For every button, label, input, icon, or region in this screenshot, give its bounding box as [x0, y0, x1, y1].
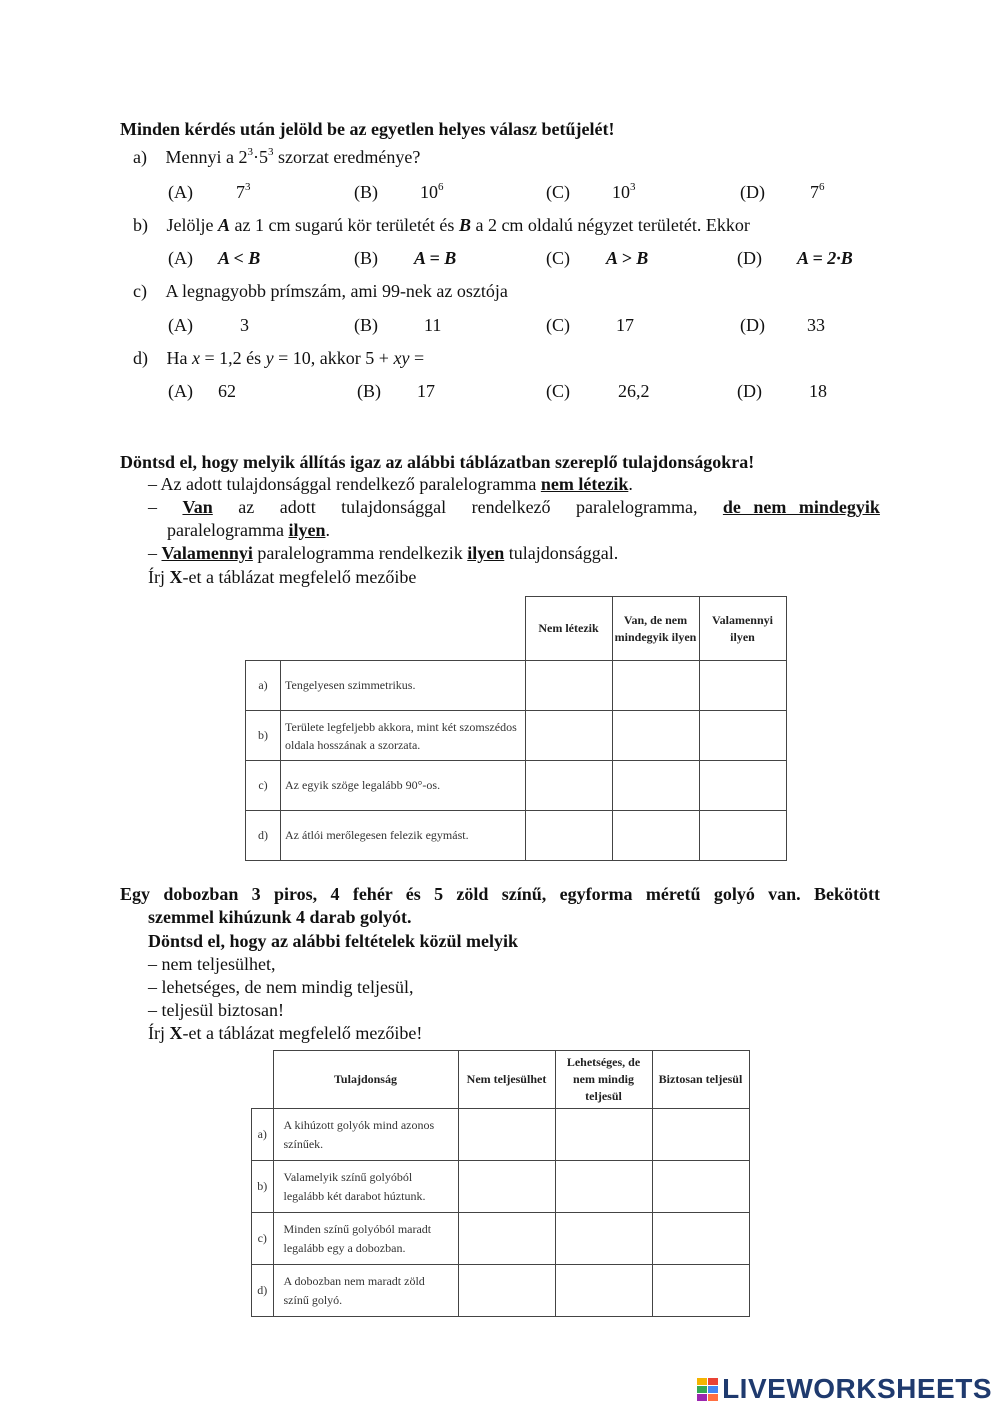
answer-cell[interactable]	[555, 1109, 652, 1161]
liveworksheets-logo-icon	[697, 1378, 718, 1401]
table-row: a) Tengelyesen szimmetrikus.	[246, 661, 787, 711]
question-d: d) Ha x = 1,2 és y = 10, akkor 5 + xy =	[133, 348, 425, 368]
question-a-text: Mennyi a $2^3\cdot 5^3$ szorzat eredménye?	[165, 146, 421, 167]
section3-line-2: – lehetséges, de nem mindig teljesül,	[148, 977, 414, 997]
answer-cell[interactable]	[458, 1161, 555, 1213]
answer-cell[interactable]	[525, 661, 612, 711]
table-row: b) Területe legfeljebb akkora, mint két szomszédos oldala hosszának a szorzata.	[246, 711, 787, 761]
header-valamennyi: Valamennyi ilyen	[699, 597, 786, 661]
option-c-C[interactable]: (C) 17	[546, 315, 634, 335]
answer-cell[interactable]	[652, 1109, 749, 1161]
option-b-D[interactable]: (D) A = 2·B	[737, 248, 853, 268]
question-b-text: Jelölje A az 1 cm sugarú kör területét és B a 2 cm oldalú négyzet területét. Ekkor	[166, 215, 750, 235]
section2-line-4: – Valamennyi paralelogramma rendelkezik ilyen tulajdonsággal.	[148, 543, 619, 563]
question-letter: a)	[133, 147, 147, 167]
option-c-B[interactable]: (B) 11	[354, 315, 442, 335]
option-b-B[interactable]: (B) A = B	[354, 248, 457, 268]
answer-cell[interactable]	[525, 761, 612, 811]
table-row: c) Az egyik szöge legalább 90°-os.	[246, 761, 787, 811]
option-c-D[interactable]: (D) 33	[740, 315, 825, 335]
answer-cell[interactable]	[612, 761, 699, 811]
answer-cell[interactable]	[652, 1265, 749, 1317]
header-nem-letezik: Nem létezik	[525, 597, 612, 661]
answer-cell[interactable]	[555, 1265, 652, 1317]
header-biztosan: Biztosan teljesül	[652, 1051, 749, 1109]
answer-cell[interactable]	[458, 1265, 555, 1317]
table-row: a) A kihúzott golyók mind azonos színűek.	[252, 1109, 750, 1161]
question-a	[133, 147, 420, 168]
option-d-D[interactable]: (D) 18	[737, 381, 827, 401]
section3-heading-1: Egy dobozban 3 piros, 4 fehér és 5 zöld színű, egyforma méretű golyó van. Bekötött	[120, 884, 880, 904]
answer-cell[interactable]	[699, 661, 786, 711]
section3-heading-3: Döntsd el, hogy az alábbi feltételek közül melyik	[148, 931, 518, 951]
parallelogram-table	[245, 596, 787, 861]
question-c: c) A legnagyobb prímszám, ami 99-nek az osztója	[133, 281, 508, 301]
answer-cell[interactable]	[612, 711, 699, 761]
section2-line-2: – Van az adott tulajdonsággal rendelkező paralelogramma, de nem mindegyik	[148, 497, 880, 517]
option-d-B[interactable]: (B) 17	[357, 381, 435, 401]
question-d-text: Ha x = 1,2 és y = 10, akkor 5 + xy =	[166, 348, 425, 368]
option-d-C[interactable]: (C) 26,2	[546, 381, 650, 401]
section2-heading: Döntsd el, hogy melyik állítás igaz az alábbi táblázatban szereplő tulajdonságokra!	[120, 452, 755, 472]
table-row: c) Minden színű golyóból maradt legalább egy a dobozban.	[252, 1213, 750, 1265]
answer-cell[interactable]	[612, 661, 699, 711]
section2-line-3: paralelogramma ilyen.	[167, 520, 330, 540]
answer-cell[interactable]	[652, 1161, 749, 1213]
table-row: d) A dobozban nem maradt zöld színű golyó.	[252, 1265, 750, 1317]
answer-cell[interactable]	[699, 761, 786, 811]
question-c-text: A legnagyobb prímszám, ami 99-nek az osztója	[165, 281, 508, 301]
answer-cell[interactable]	[458, 1213, 555, 1265]
answer-cell[interactable]	[699, 711, 786, 761]
brand-wordmark: LIVEWORKSHEETS	[722, 1373, 992, 1404]
answer-cell[interactable]	[612, 811, 699, 861]
option-a-B[interactable]: (B) $10^6$	[354, 181, 444, 202]
section3-line-1: – nem teljesülhet,	[148, 954, 276, 974]
header-nem-teljesulhet: Nem teljesülhet	[458, 1051, 555, 1109]
header-van-de-nem: Van, de nem mindegyik ilyen	[612, 597, 699, 661]
option-c-A[interactable]: (A) 3	[168, 315, 249, 335]
section2-instruction: Írj X-et a táblázat megfelelő mezőibe	[148, 567, 417, 587]
header-tulajdonsag: Tulajdonság	[273, 1051, 458, 1109]
option-b-C[interactable]: (C) A > B	[546, 248, 649, 268]
answer-cell[interactable]	[525, 811, 612, 861]
header-lehetseges: Lehetséges, de nem mindig teljesül	[555, 1051, 652, 1109]
answer-cell[interactable]	[555, 1161, 652, 1213]
option-d-A[interactable]: (A) 62	[168, 381, 236, 401]
section3-line-3: – teljesül biztosan!	[148, 1000, 284, 1020]
answer-cell[interactable]	[525, 711, 612, 761]
answer-cell[interactable]	[699, 811, 786, 861]
section1-heading: Minden kérdés után jelöld be az egyetlen helyes válasz betűjelét!	[120, 119, 615, 139]
liveworksheets-brand[interactable]	[697, 1373, 992, 1405]
ball-table	[251, 1050, 750, 1317]
option-a-D[interactable]: (D) $7^6$	[740, 181, 825, 202]
answer-cell[interactable]	[652, 1213, 749, 1265]
answer-cell[interactable]	[458, 1109, 555, 1161]
answer-cell[interactable]	[555, 1213, 652, 1265]
option-b-A[interactable]: (A) A < B	[168, 248, 261, 268]
section2-line-1: – Az adott tulajdonsággal rendelkező paralelogramma nem létezik.	[148, 474, 633, 494]
question-b: b) Jelölje A az 1 cm sugarú kör területét és B a 2 cm oldalú négyzet területét. Ekkor	[133, 215, 750, 235]
table-row: b) Valamelyik színű golyóból legalább két darabot húztunk.	[252, 1161, 750, 1213]
section3-instruction: Írj X-et a táblázat megfelelő mezőibe!	[148, 1023, 423, 1043]
table-row: d) Az átlói merőlegesen felezik egymást.	[246, 811, 787, 861]
section3-heading-2: szemmel kihúzunk 4 darab golyót.	[148, 907, 412, 927]
option-a-A[interactable]: (A) $7^3$	[168, 181, 251, 202]
option-a-C[interactable]: (C) $10^3$	[546, 181, 636, 202]
